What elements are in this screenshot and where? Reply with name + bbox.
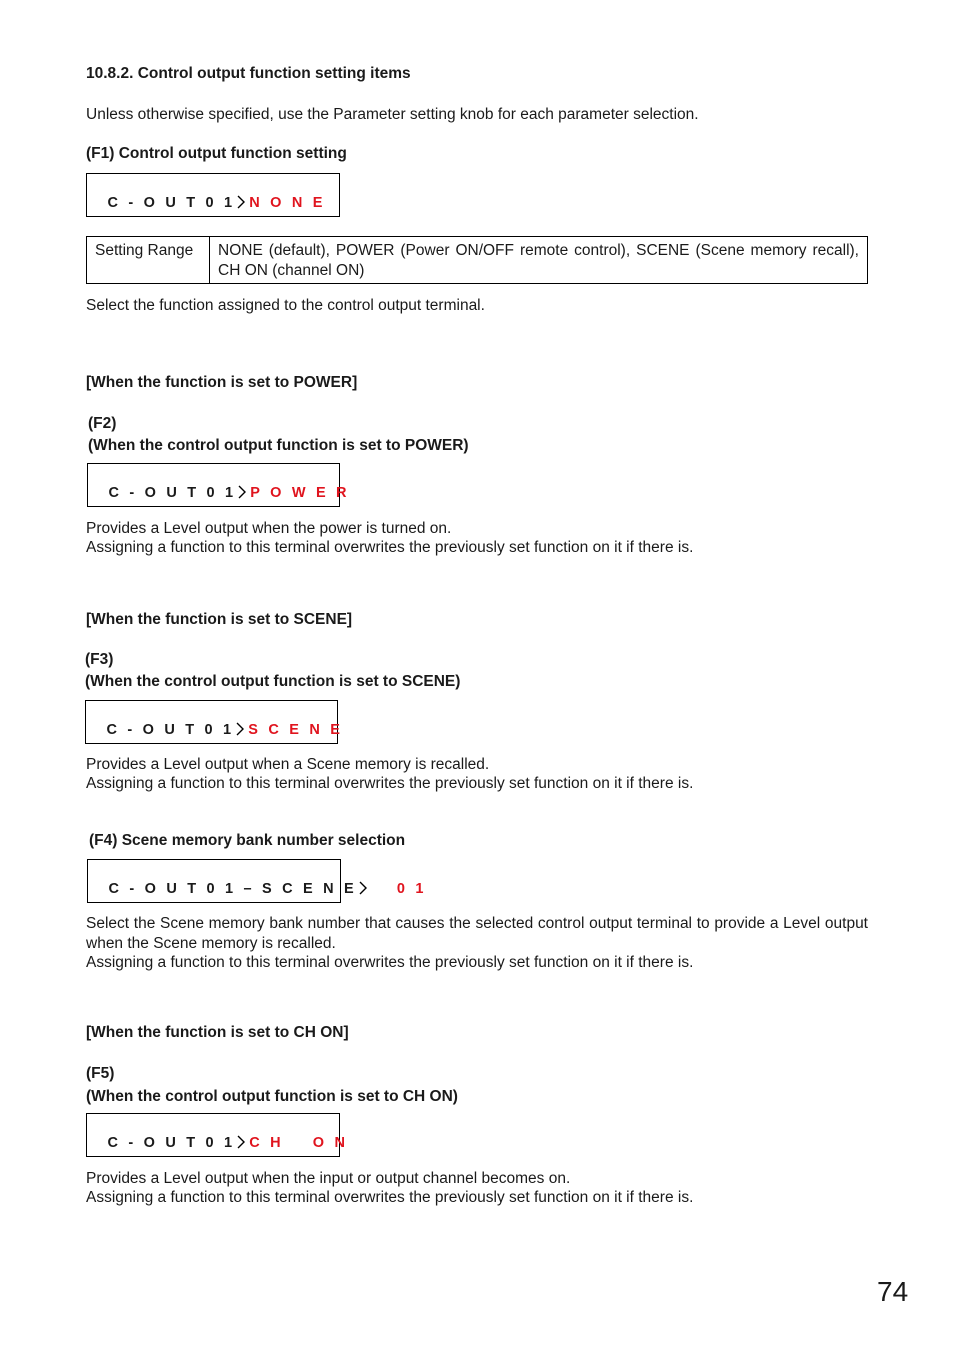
- scene-line-2: Assigning a function to this terminal overwrites the previously set function on it if there is.: [86, 775, 694, 792]
- intro-text: Unless otherwise specified, use the Parameter setting knob for each parameter selection.: [86, 106, 699, 123]
- lcd-prefix: C - O U T 0 1 – S C E N E: [108, 881, 357, 897]
- lcd-prefix: C - O U T 0 1: [106, 722, 235, 738]
- f4-heading: (F4) Scene memory bank number selection: [89, 832, 406, 849]
- page-number: 74: [877, 1276, 909, 1307]
- setting-range-table: [86, 236, 868, 284]
- lcd-prefix: C - O U T 0 1: [107, 195, 236, 211]
- power-line-2: Assigning a function to this terminal overwrites the previously set function on it if there is.: [86, 539, 694, 556]
- chevron-right-icon: [235, 1135, 247, 1149]
- lcd-prefix: C - O U T 0 1: [107, 1135, 236, 1151]
- f3-lcd-display: [85, 700, 344, 744]
- f2-lcd-display: [87, 463, 350, 507]
- chon-line-1: Provides a Level output when the input or output channel becomes on.: [86, 1170, 571, 1187]
- lcd-value: S C E N E: [248, 722, 344, 738]
- f5-label: (F5): [86, 1065, 115, 1082]
- scene-heading: [When the function is set to SCENE]: [86, 611, 353, 628]
- f2-label: (F2): [88, 415, 117, 432]
- f4-line-2: Assigning a function to this terminal overwrites the previously set function on it if there is.: [86, 954, 694, 971]
- f1-heading: (F1) Control output function setting: [86, 145, 347, 162]
- power-heading: [When the function is set to POWER]: [86, 374, 358, 391]
- chon-line-2: Assigning a function to this terminal overwrites the previously set function on it if there is.: [86, 1189, 694, 1206]
- chevron-right-icon: [236, 485, 248, 499]
- f2-title: (When the control output function is set to POWER): [88, 437, 469, 454]
- chevron-right-icon: [357, 881, 369, 895]
- f4-description: Select the Scene memory bank number that causes the selected control output terminal to provide a Level output when the Scene memory is recalled.: [86, 915, 868, 952]
- scene-line-1: Provides a Level output when a Scene memory is recalled.: [86, 756, 490, 773]
- chevron-right-icon: [234, 722, 246, 736]
- f4-lcd-display: [87, 859, 427, 903]
- lcd-value: 0 1: [396, 881, 427, 897]
- f3-title: (When the control output function is set to SCENE): [85, 673, 461, 690]
- setting-range-label: Setting Range: [87, 237, 210, 284]
- chevron-right-icon: [235, 195, 247, 209]
- lcd-value: N O N E: [249, 195, 326, 211]
- chon-heading: [When the function is set to CH ON]: [86, 1024, 349, 1041]
- section-heading: 10.8.2. Control output function setting items: [86, 65, 411, 82]
- lcd-prefix: C - O U T 0 1: [108, 485, 237, 501]
- power-line-1: Provides a Level output when the power is turned on.: [86, 520, 452, 537]
- lcd-value: C H O N: [249, 1135, 349, 1151]
- f5-lcd-display: [86, 1113, 349, 1157]
- f1-lcd-display: [86, 173, 340, 217]
- lcd-value: P O W E R: [250, 485, 350, 501]
- f1-description: Select the function assigned to the control output terminal.: [86, 297, 485, 314]
- setting-range-value: NONE (default), POWER (Power ON/OFF remote control), SCENE (Scene memory recall), CH ON (channel ON): [210, 237, 868, 284]
- f5-title: (When the control output function is set to CH ON): [86, 1088, 458, 1105]
- f3-label: (F3): [85, 651, 114, 668]
